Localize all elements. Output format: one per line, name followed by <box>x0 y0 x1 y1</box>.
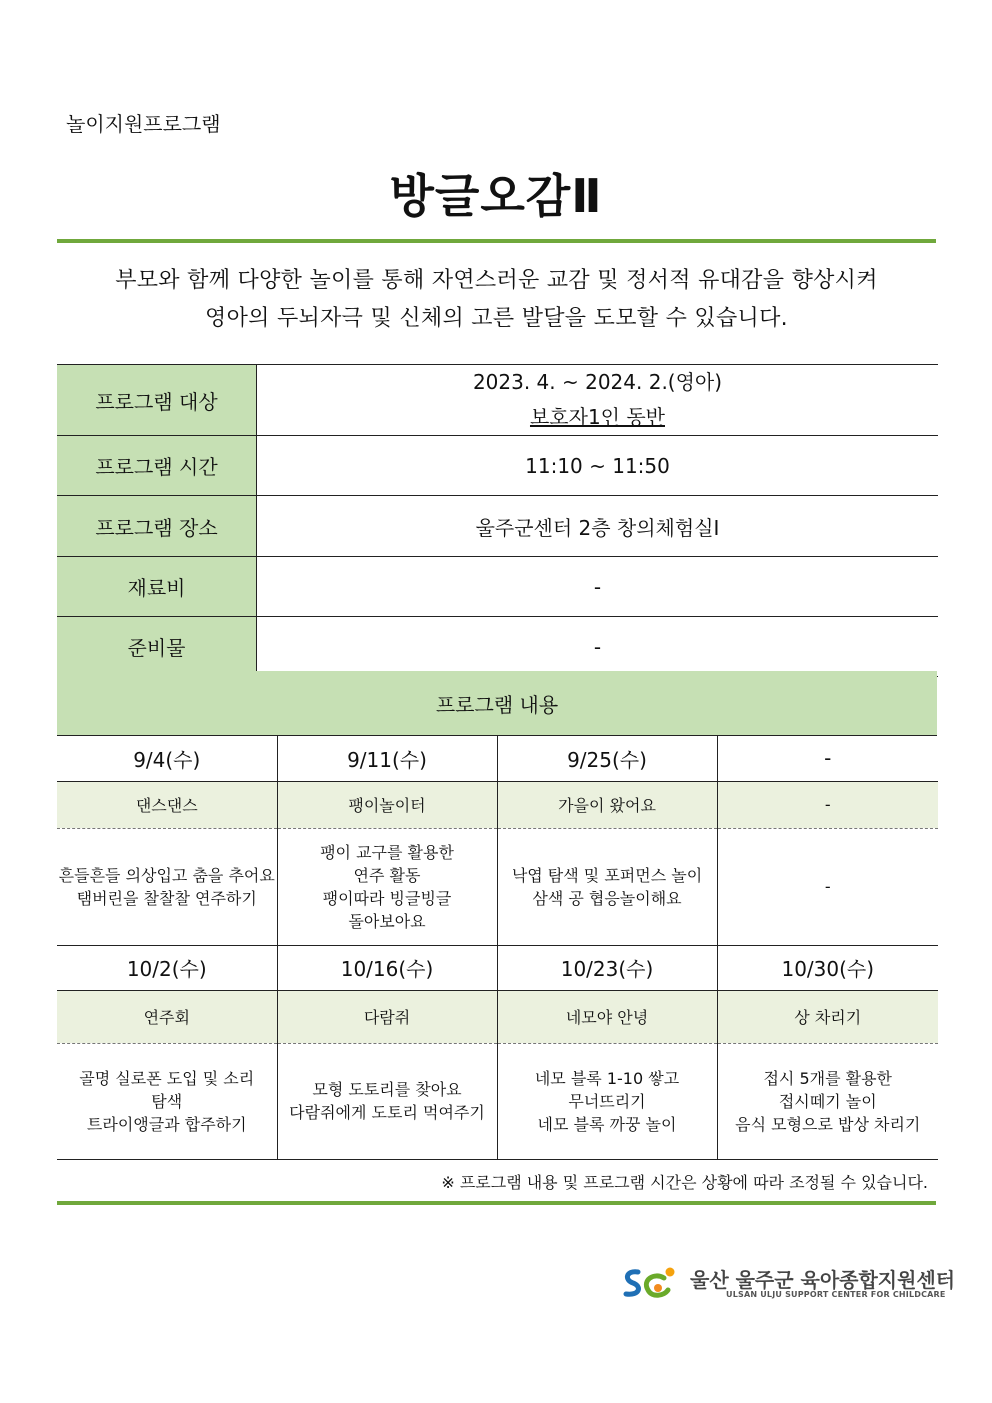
info-row-supplies <box>57 617 938 677</box>
description-line: 팽이 교구를 활용한 <box>320 842 454 862</box>
bottom-divider <box>57 1201 936 1205</box>
session-date: 9/4(수) <box>57 736 277 781</box>
description-line: 접시떼기 놀이 <box>778 1091 877 1111</box>
time-label: 프로그램 시간 <box>57 436 257 496</box>
center-name: 울산 울주군 육아종합지원센터 <box>690 1268 956 1292</box>
description-line: 흔들흔들 의상입고 춤을 추어요 <box>58 865 275 885</box>
footnote: ※ 프로그램 내용 및 프로그램 시간은 상황에 따라 조정될 수 있습니다. <box>441 1173 928 1192</box>
session-date: 9/11(수) <box>277 736 497 781</box>
target-label: 프로그램 대상 <box>57 365 257 436</box>
info-row-time <box>57 436 938 496</box>
intro-text <box>57 262 936 338</box>
page-title: 방글오감Ⅱ <box>389 169 603 223</box>
description-line: 트라이앵글과 합주하기 <box>86 1114 247 1134</box>
description-line: 접시 5개를 활용한 <box>763 1068 893 1088</box>
fee-label: 재료비 <box>57 557 257 617</box>
program-info-table <box>57 364 938 677</box>
description-line: 골명 실로폰 도입 및 소리 <box>79 1068 255 1088</box>
description-line: 네모 블록 1-10 쌓고 <box>534 1068 680 1088</box>
target-period: 2023. 4. ~ 2024. 2.(영아) <box>472 370 723 394</box>
session-theme: 댄스댄스 <box>57 781 277 828</box>
description-line: 연주 활동 <box>353 865 421 885</box>
info-row-fee <box>57 557 938 617</box>
place-label: 프로그램 장소 <box>57 496 257 557</box>
description-line: 모형 도토리를 찾아요 <box>312 1080 462 1099</box>
schedule-desc-row <box>57 828 938 945</box>
session-date: 10/30(수) <box>717 945 938 990</box>
info-row-target <box>57 365 938 436</box>
description-line: 돌아보아요 <box>348 911 426 931</box>
session-theme: 다람쥐 <box>277 990 497 1043</box>
session-date: 9/25(수) <box>497 736 717 781</box>
session-date: 10/2(수) <box>57 945 277 990</box>
schedule-theme-row <box>57 781 938 828</box>
session-description <box>717 1043 938 1159</box>
schedule-date-row <box>57 945 938 990</box>
description-line: 무너뜨리기 <box>568 1091 646 1111</box>
session-description <box>277 1043 497 1159</box>
schedule-desc-row <box>57 1043 938 1159</box>
session-date: - <box>717 736 938 781</box>
supplies-value: - <box>257 617 939 677</box>
sc-logo-icon <box>620 1262 680 1306</box>
session-theme: 상 차리기 <box>717 990 938 1043</box>
description-line: 탬버린을 찰찰찰 연주하기 <box>76 888 257 908</box>
session-description <box>57 1043 277 1159</box>
fee-value: - <box>257 557 939 617</box>
schedule-theme-row <box>57 990 938 1043</box>
schedule-date-row <box>57 736 938 781</box>
center-logo <box>620 1262 956 1306</box>
title-divider <box>57 239 936 243</box>
session-description <box>497 828 717 945</box>
intro-line: 부모와 함께 다양한 놀이를 통해 자연스러운 교감 및 정서적 유대감을 향상시켜 <box>115 268 878 293</box>
session-description <box>277 828 497 945</box>
schedule-table <box>57 736 938 1160</box>
info-row-place <box>57 496 938 557</box>
session-description <box>497 1043 717 1159</box>
session-theme: 네모야 안녕 <box>497 990 717 1043</box>
session-theme: 연주회 <box>57 990 277 1043</box>
description-line: - <box>824 877 831 896</box>
session-theme: 가을이 왔어요 <box>497 781 717 828</box>
description-line: 네모 블록 까꿍 놀이 <box>537 1114 677 1134</box>
intro-line: 영아의 두뇌자극 및 신체의 고른 발달을 도모할 수 있습니다. <box>205 306 788 331</box>
program-category: 놀이지원프로그램 <box>66 112 221 136</box>
time-value: 11:10 ~ 11:50 <box>257 436 939 496</box>
session-description <box>57 828 277 945</box>
description-line: 낙엽 탐색 및 포퍼먼스 놀이 <box>511 865 703 885</box>
target-guardian: 보호자1인 동반 <box>529 405 665 429</box>
description-line: 다람쥐에게 도토리 먹여주기 <box>289 1103 485 1122</box>
session-theme: - <box>717 781 938 828</box>
description-line: 음식 모형으로 밥상 차리기 <box>735 1114 921 1134</box>
session-date: 10/23(수) <box>497 945 717 990</box>
session-date: 10/16(수) <box>277 945 497 990</box>
place-value: 울주군센터 2층 창의체험실Ⅰ <box>257 496 939 557</box>
supplies-label: 준비물 <box>57 617 257 677</box>
description-line: 삼색 공 협응놀이해요 <box>532 888 682 908</box>
description-line: 팽이따라 빙글빙글 <box>322 888 452 908</box>
center-name-english: ULSAN ULJU SUPPORT CENTER FOR CHILDCARE <box>726 1290 946 1299</box>
target-value <box>257 365 939 436</box>
content-header: 프로그램 내용 <box>57 671 937 736</box>
session-description <box>717 828 938 945</box>
session-theme: 팽이놀이터 <box>277 781 497 828</box>
description-line: 탐색 <box>151 1091 183 1111</box>
